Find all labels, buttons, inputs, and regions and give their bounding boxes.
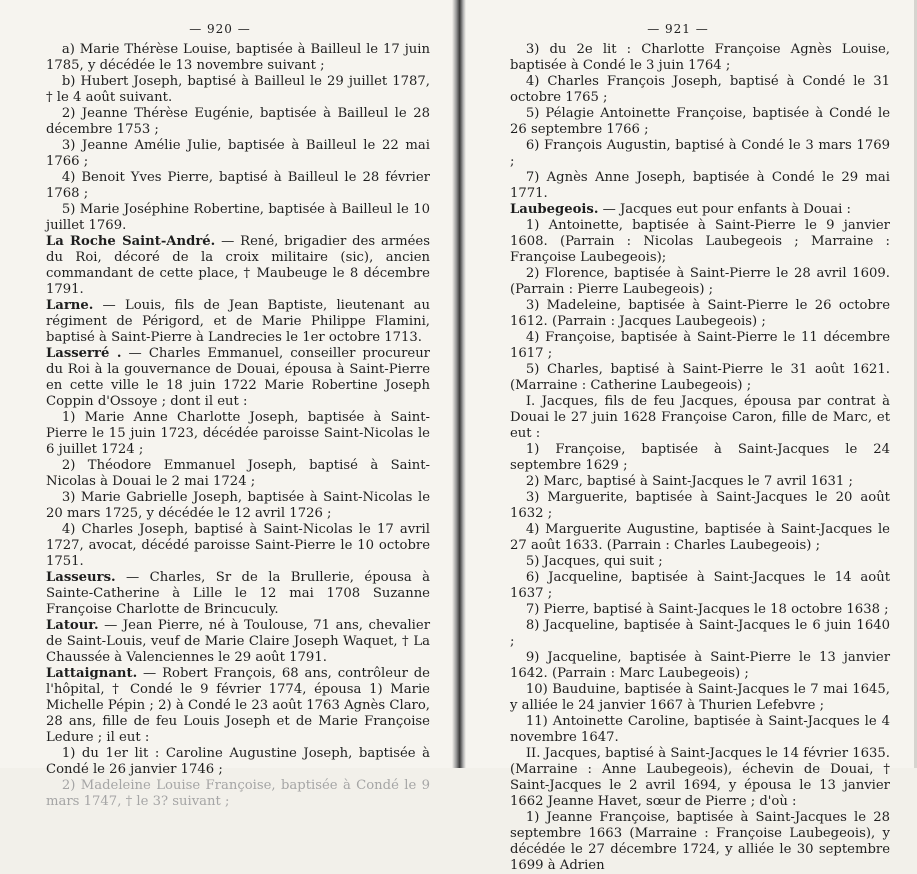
paragraph-text: 3) du 2e lit : Charlotte Françoise Agnès Louise, baptisée à Condé le 3 juin 1764 ;: [510, 42, 890, 73]
paragraph-text: 2) Théodore Emmanuel Joseph, baptisé à Saint-Nicolas à Douai le 2 mai 1724 ;: [46, 458, 430, 489]
paragraph: [510, 602, 890, 618]
paragraph: [46, 458, 430, 490]
paragraph-text: 11) Antoinette Caroline, baptisée à Saint-Jacques le 4 novembre 1647.: [510, 714, 890, 745]
paragraph-text: 2) Madeleine Louise Françoise, baptisée à Condé le 9 mars 1747, † le 3? suivant ;: [46, 778, 430, 809]
paragraph-text: 6) François Augustin, baptisé à Condé le 3 mars 1769 ;: [510, 138, 890, 169]
paragraph: [46, 410, 430, 458]
paragraph: [46, 202, 430, 234]
page-body: [510, 42, 890, 874]
paragraph-text: 4) Marguerite Augustine, baptisée à Saint-Jacques le 27 août 1633. (Parrain : Charles Laubegeois) ;: [510, 522, 890, 553]
paragraph: [510, 394, 890, 442]
paragraph-text: 4) Françoise, baptisée à Saint-Pierre le 11 décembre 1617 ;: [510, 330, 890, 361]
entry-paragraph: [46, 570, 430, 618]
entry-name: Latour.: [46, 618, 99, 633]
entry-paragraph: [46, 234, 430, 298]
paragraph: [510, 298, 890, 330]
paragraph-text: II. Jacques, baptisé à Saint-Jacques le 14 février 1635. (Marraine : Anne Laubegeois), échevin de Douai, † Saint-Jacques le 2 avril 1694, y épousa le 13 janvier 1662 Jeanne Havet, sœur de Pierre ; d'où :: [510, 746, 890, 809]
paragraph: [510, 442, 890, 474]
paragraph-text: 8) Jacqueline, baptisée à Saint-Jacques le 6 juin 1640 ;: [510, 618, 890, 649]
paragraph-text: 1) Antoinette, baptisée à Saint-Pierre le 9 janvier 1608. (Parrain : Nicolas Laubegeois ; Marraine : Françoise Laubegeois);: [510, 218, 890, 265]
paragraph-text: b) Hubert Joseph, baptisé à Bailleul le 29 juillet 1787, † le 4 août suivant.: [46, 74, 430, 105]
paragraph: [46, 74, 430, 106]
book-gutter: [452, 0, 466, 768]
paragraph: [510, 810, 890, 874]
paragraph: [510, 618, 890, 650]
paragraph-text: 2) Jeanne Thérèse Eugénie, baptisée à Bailleul le 28 décembre 1753 ;: [46, 106, 430, 137]
paragraph-text: 1) Jeanne Françoise, baptisée à Saint-Jacques le 28 septembre 1663 (Marraine : Françoise Laubegeois), y décédée le 27 décembre 1724, y alliée le 30 septembre 1699 à Adrien: [510, 810, 890, 873]
page-number: — 920 —: [189, 22, 251, 36]
paragraph-text: — Robert François, 68 ans, contrôleur de l'hôpital, † Condé le 9 février 1774, épousa 1) Marie Michelle Pépin ; 2) à Condé le 23 août 1763 Agnès Claro, 28 ans, fille de feu Louis Joseph et de Marie Françoise Ledure ; il eut :: [46, 666, 430, 745]
paragraph: [510, 218, 890, 266]
paragraph-text: 3) Jeanne Amélie Julie, baptisée à Bailleul le 22 mai 1766 ;: [46, 138, 430, 169]
paragraph-text: 1) Françoise, baptisée à Saint-Jacques le 24 septembre 1629 ;: [510, 442, 890, 473]
entry-name: Larne.: [46, 298, 94, 313]
paragraph-text: 5) Charles, baptisé à Saint-Pierre le 31 août 1621. (Marraine : Catherine Laubegeois) ;: [510, 362, 890, 393]
paragraph: [510, 474, 890, 490]
paragraph: [46, 746, 430, 778]
paragraph-text: 6) Jacqueline, baptisée à Saint-Jacques le 14 août 1637 ;: [510, 570, 890, 601]
paragraph: [510, 682, 890, 714]
paragraph: [510, 42, 890, 74]
paragraph: [46, 170, 430, 202]
entry-name: Laubegeois.: [510, 202, 599, 217]
paragraph-text: 4) Benoit Yves Pierre, baptisé à Bailleul le 28 février 1768 ;: [46, 170, 430, 201]
entry-paragraph: [510, 202, 890, 218]
paragraph: [510, 570, 890, 602]
paragraph: [510, 490, 890, 522]
paragraph: [510, 170, 890, 202]
entry-paragraph: [46, 298, 430, 346]
paragraph: [46, 42, 430, 74]
paragraph-text: 5) Pélagie Antoinette Françoise, baptisée à Condé le 26 septembre 1766 ;: [510, 106, 890, 137]
paragraph-text: 10) Bauduine, baptisée à Saint-Jacques le 7 mai 1645, y alliée le 24 janvier 1667 à Thurien Lefebvre ;: [510, 682, 890, 713]
paragraph-text: 3) Marie Gabrielle Joseph, baptisée à Saint-Nicolas le 20 mars 1725, y décédée le 12 avril 1726 ;: [46, 490, 430, 521]
paragraph: [510, 266, 890, 298]
page-body: [46, 42, 430, 810]
paragraph: [510, 106, 890, 138]
paragraph-text: 1) du 1er lit : Caroline Augustine Joseph, baptisée à Condé le 26 janvier 1746 ;: [46, 746, 430, 777]
paragraph-text: I. Jacques, fils de feu Jacques, épousa par contrat à Douai le 27 juin 1628 Françoise Caron, fille de Marc, et eut :: [510, 394, 890, 441]
entry-paragraph: [46, 346, 430, 410]
paragraph-text: 5) Jacques, qui suit ;: [525, 554, 663, 569]
paragraph-text: — Jacques eut pour enfants à Douai :: [598, 202, 851, 217]
paragraph: [510, 522, 890, 554]
entry-name: Lattaignant.: [46, 666, 138, 681]
paragraph-text: 2) Marc, baptisé à Saint-Jacques le 7 avril 1631 ;: [525, 474, 853, 489]
paragraph-text: 3) Marguerite, baptisée à Saint-Jacques le 20 août 1632 ;: [510, 490, 890, 521]
paragraph-text: 7) Agnès Anne Joseph, baptisée à Condé le 29 mai 1771.: [510, 170, 890, 201]
entry-paragraph: [46, 666, 430, 746]
paragraph-text: 5) Marie Joséphine Robertine, baptisée à Bailleul le 10 juillet 1769.: [46, 202, 430, 233]
paragraph: [510, 746, 890, 810]
paragraph: [510, 138, 890, 170]
paragraph-text: 4) Charles François Joseph, baptisé à Condé le 31 octobre 1765 ;: [510, 74, 890, 105]
paragraph-text: — Louis, fils de Jean Baptiste, lieutenant au régiment de Périgord, et de Marie Philippe Flamini, baptisé à Saint-Pierre à Landrecies le 1er octobre 1713.: [46, 298, 430, 345]
paragraph-text: 4) Charles Joseph, baptisé à Saint-Nicolas le 17 avril 1727, avocat, décédé paroisse Saint-Pierre le 10 octobre 1751.: [46, 522, 430, 569]
paragraph: [46, 778, 430, 810]
paragraph-text: 2) Florence, baptisée à Saint-Pierre le 28 avril 1609. (Parrain : Pierre Laubegeois) ;: [510, 266, 890, 297]
paragraph-text: 3) Madeleine, baptisée à Saint-Pierre le 26 octobre 1612. (Parrain : Jacques Laubegeois) ;: [510, 298, 890, 329]
entry-name: Lasserré .: [46, 346, 122, 361]
paragraph-text: — René, brigadier des armées du Roi, décoré de la croix militaire (sic), ancien commandant de cette place, † Maubeuge le 8 décembre 1791.: [46, 234, 431, 297]
paragraph: [510, 554, 890, 570]
paragraph-text: 1) Marie Anne Charlotte Joseph, baptisée à Saint-Pierre le 15 juin 1723, décédée paroisse Saint-Nicolas le 6 juillet 1724 ;: [46, 410, 430, 457]
paragraph-text: 9) Jacqueline, baptisée à Saint-Pierre le 13 janvier 1642. (Parrain : Marc Laubegeois) ;: [510, 650, 890, 681]
paragraph-text: — Charles, Sr de la Brullerie, épousa à Sainte-Catherine à Lille le 12 mai 1708 Suzanne Françoise Charlotte de Brincuculy.: [46, 570, 430, 617]
paragraph: [46, 522, 430, 570]
paragraph-text: a) Marie Thérèse Louise, baptisée à Bailleul le 17 juin 1785, y décédée le 13 novembre suivant ;: [46, 42, 430, 73]
paragraph: [46, 106, 430, 138]
entry-name: La Roche Saint-André.: [46, 234, 216, 249]
paragraph: [510, 362, 890, 394]
paragraph-text: 7) Pierre, baptisé à Saint-Jacques le 18 octobre 1638 ;: [525, 602, 889, 617]
paragraph: [510, 330, 890, 362]
paragraph-text: — Charles Emmanuel, conseiller procureur du Roi à la gouvernance de Douai, épousa à Saint-Pierre en cette ville le 18 juin 1722 Marie Robertine Joseph Coppin d'Ossoye ; dont il eut :: [46, 346, 430, 409]
left-page: [0, 0, 458, 809]
paragraph: [510, 650, 890, 682]
paragraph: [46, 490, 430, 522]
paragraph: [510, 74, 890, 106]
paragraph: [46, 138, 430, 170]
right-page: [458, 0, 917, 873]
paragraph: [510, 714, 890, 746]
entry-name: Lasseurs.: [46, 570, 116, 585]
page-number: — 921 —: [647, 22, 709, 36]
entry-paragraph: [46, 618, 430, 666]
paragraph-text: — Jean Pierre, né à Toulouse, 71 ans, chevalier de Saint-Louis, veuf de Marie Claire Joseph Waquet, † La Chaussée à Valenciennes le 29 août 1791.: [46, 618, 430, 665]
